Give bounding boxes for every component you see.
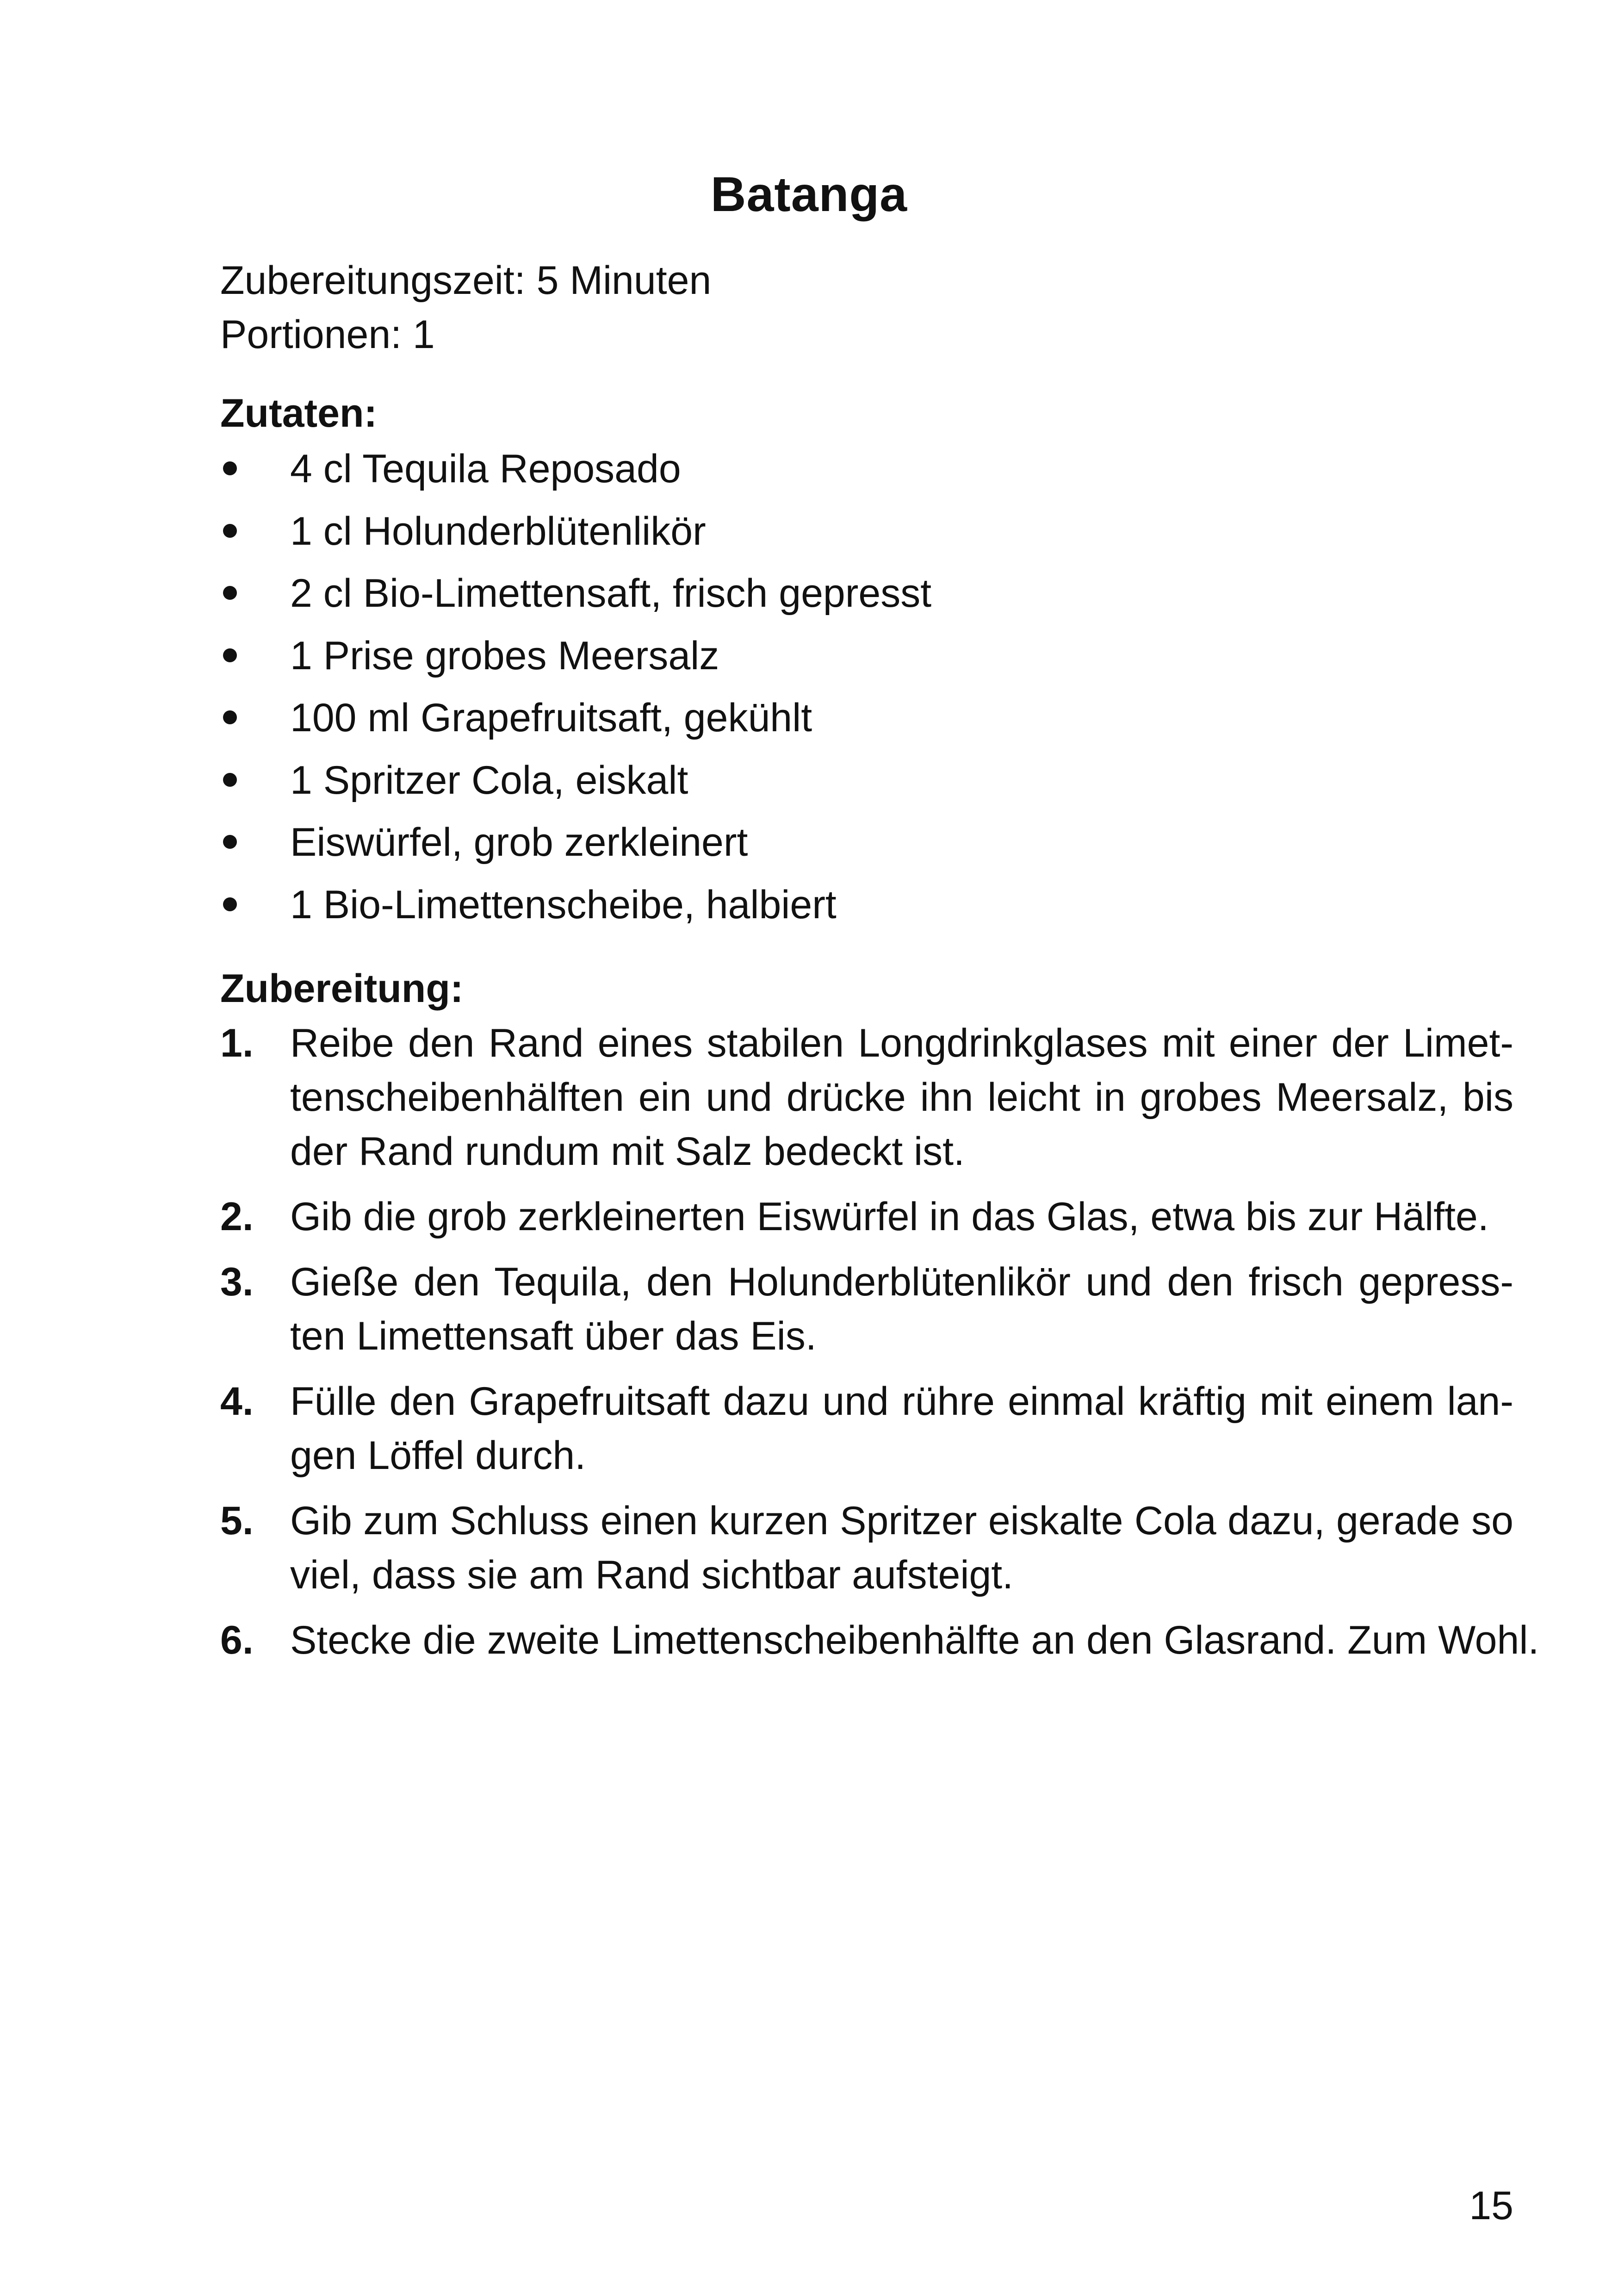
preparation-steps: [220, 1016, 1539, 1679]
bullet-icon: [223, 524, 237, 538]
step-line: Gieße den Tequila, den Holunderblütenlikör und den frisch gepress-: [290, 1260, 1513, 1304]
step-line: Gib zum Schluss einen kurzen Spritzer eiskalte Cola dazu, gerade so: [290, 1499, 1513, 1543]
step-line: gen Löffel durch.: [290, 1433, 586, 1478]
prep-time: Zubereitungszeit: 5 Minuten: [220, 258, 712, 303]
bullet-icon: [223, 773, 237, 787]
step-line: Fülle den Grapefruitsaft dazu und rühre einmal kräftig mit einem lan-: [290, 1379, 1513, 1424]
step-number: 3.: [220, 1260, 254, 1304]
ingredient-text: 2 cl Bio-Limettensaft, frisch gepresst: [290, 571, 932, 616]
ingredient-item: [220, 815, 931, 878]
step-line: ten Limettensaft über das Eis.: [290, 1314, 817, 1358]
step-number: 2.: [220, 1195, 254, 1239]
step-line: der Rand rundum mit Salz bedeckt ist.: [290, 1129, 965, 1174]
step-item: [220, 1255, 1513, 1363]
step-item: [220, 1190, 1513, 1244]
ingredient-item: [220, 691, 931, 753]
bullet-icon: [223, 835, 237, 849]
ingredient-text: 100 ml Grapefruitsaft, gekühlt: [290, 696, 812, 740]
bullet-icon: [223, 648, 237, 662]
bullet-icon: [223, 897, 237, 911]
step-number: 1.: [220, 1021, 254, 1065]
servings: Portionen: 1: [220, 312, 435, 357]
ingredient-text: 1 Prise grobes Meersalz: [290, 633, 719, 678]
ingredient-text: 4 cl Tequila Reposado: [290, 447, 681, 491]
ingredients-heading: Zutaten:: [220, 391, 378, 436]
ingredient-item: [220, 442, 931, 504]
ingredient-text: 1 Spritzer Cola, eiskalt: [290, 758, 688, 803]
ingredient-text: Eiswürfel, grob zerkleinert: [290, 820, 748, 865]
step-line: tenscheibenhälften ein und drücke ihn leicht in grobes Meersalz, bis: [290, 1075, 1513, 1120]
bullet-icon: [223, 710, 237, 724]
bullet-icon: [223, 461, 237, 475]
ingredient-item: [220, 566, 931, 629]
step-item: [220, 1613, 1539, 1668]
step-item: [220, 1375, 1513, 1483]
bullet-icon: [223, 586, 237, 600]
step-line: Gib die grob zerkleinerten Eiswürfel in das Glas, etwa bis zur Hälfte.: [290, 1195, 1489, 1239]
ingredient-text: 1 cl Holunderblütenlikör: [290, 509, 706, 554]
recipe-meta: [220, 254, 711, 362]
step-number: 5.: [220, 1499, 254, 1543]
page-number: 15: [1469, 2184, 1513, 2228]
step-item: [220, 1494, 1513, 1602]
step-number: 4.: [220, 1379, 254, 1424]
step-number: 6.: [220, 1618, 254, 1662]
step-line: Reibe den Rand eines stabilen Longdrinkglases mit einer der Limet-: [290, 1021, 1513, 1065]
ingredients-list: [220, 442, 931, 940]
ingredient-item: [220, 504, 931, 567]
ingredient-text: 1 Bio-Limettenscheibe, halbiert: [290, 882, 837, 927]
ingredient-item: [220, 629, 931, 691]
step-item: [220, 1016, 1513, 1179]
step-line: viel, dass sie am Rand sichtbar aufsteigt.: [290, 1553, 1014, 1597]
ingredient-item: [220, 878, 931, 940]
ingredient-item: [220, 753, 931, 816]
preparation-heading: Zubereitung:: [220, 966, 464, 1011]
recipe-title: Batanga: [710, 167, 908, 222]
step-line: Stecke die zweite Limettenscheibenhälfte an den Glasrand. Zum Wohl.: [290, 1618, 1539, 1662]
